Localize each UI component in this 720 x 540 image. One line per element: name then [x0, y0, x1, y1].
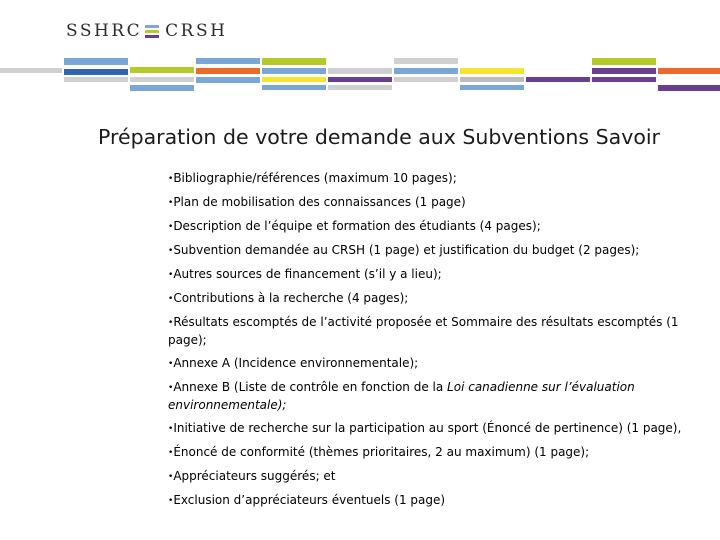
band-block: [592, 58, 656, 65]
logo-stripe: [145, 35, 159, 38]
bullet-icon: •: [168, 270, 174, 280]
list-item: [168, 379, 692, 414]
logo-right-text: CRSH: [165, 21, 228, 41]
band-block: [460, 68, 524, 74]
band-block: [394, 77, 458, 82]
band-block: [196, 58, 260, 64]
list-item: [168, 170, 692, 188]
sshrc-crsh-logo: [66, 20, 227, 42]
logo-stripe: [145, 25, 159, 28]
list-item: [168, 314, 692, 349]
list-item: [168, 355, 692, 373]
list-item-text: Exclusion d’appréciateurs éventuels (1 page): [173, 493, 446, 507]
logo-left-text: SSHRC: [66, 21, 143, 41]
list-item: [168, 492, 692, 510]
list-item-text: Plan de mobilisation des connaissances (1 page): [173, 195, 466, 209]
logo-stripes-icon: [145, 25, 159, 38]
bullet-icon: •: [168, 496, 174, 506]
list-item: [168, 468, 692, 486]
bullet-icon: •: [168, 198, 174, 208]
list-item-text: Annexe A (Incidence environnementale);: [173, 356, 419, 370]
list-item-text: Contributions à la recherche (4 pages);: [173, 291, 409, 305]
band-block: [130, 67, 194, 73]
page-title: Préparation de votre demande aux Subventions Savoir: [98, 125, 660, 149]
band-block: [526, 77, 590, 82]
band-block: [196, 77, 260, 83]
bullet-icon: •: [168, 424, 174, 434]
band-block: [328, 85, 392, 90]
list-item-text: Annexe B (Liste de contrôle en fonction de la: [173, 380, 448, 394]
band-block: [328, 77, 392, 82]
band-block: [130, 77, 194, 82]
bullet-icon: •: [168, 222, 174, 232]
list-item-text: Bibliographie/références (maximum 10 pages);: [173, 171, 457, 185]
list-item: [168, 242, 692, 260]
list-item: [168, 218, 692, 236]
bullet-icon: •: [168, 383, 174, 393]
list-item-italic-text: Loi canadienne sur l’évaluation environnementale);: [168, 380, 635, 412]
band-block: [460, 85, 524, 90]
band-block: [262, 58, 326, 65]
band-block: [0, 68, 62, 73]
band-block: [262, 85, 326, 90]
list-item: [168, 194, 692, 212]
list-item-text: Initiative de recherche sur la participation au sport (Énoncé de pertinence) (1 page),: [173, 421, 682, 435]
list-item-text: Appréciateurs suggérés; et: [173, 469, 336, 483]
band-block: [64, 58, 128, 65]
list-item: [168, 420, 692, 438]
list-item-text: Résultats escomptés de l’activité proposée et Sommaire des résultats escomptés (1 page);: [168, 315, 679, 347]
band-block: [394, 58, 458, 64]
band-block: [394, 68, 458, 74]
decorative-color-band: [0, 58, 720, 94]
list-item: [168, 266, 692, 284]
bullet-icon: •: [168, 294, 174, 304]
bullet-icon: •: [168, 359, 174, 369]
band-block: [328, 68, 392, 74]
list-item-text: Énoncé de conformité (thèmes prioritaires, 2 au maximum) (1 page);: [173, 445, 590, 459]
band-block: [196, 68, 260, 74]
requirements-list: [168, 170, 692, 510]
band-block: [130, 85, 194, 91]
bullet-icon: •: [168, 174, 174, 184]
band-block: [592, 77, 656, 82]
logo-stripe: [145, 30, 159, 33]
band-block: [262, 68, 326, 74]
bullet-icon: •: [168, 246, 174, 256]
band-block: [64, 77, 128, 82]
list-item-text: Subvention demandée au CRSH (1 page) et justification du budget (2 pages);: [173, 243, 640, 257]
bullet-icon: •: [168, 472, 174, 482]
band-block: [592, 68, 656, 74]
bullet-icon: •: [168, 318, 174, 328]
band-block: [460, 77, 524, 82]
band-block: [64, 69, 128, 75]
list-item-text: Autres sources de financement (s’il y a lieu);: [173, 267, 442, 281]
list-item: [168, 444, 692, 462]
band-block: [658, 85, 720, 91]
bullet-icon: •: [168, 448, 174, 458]
list-item-text: Description de l’équipe et formation des étudiants (4 pages);: [173, 219, 541, 233]
list-item: [168, 290, 692, 308]
band-block: [262, 77, 326, 82]
band-block: [658, 68, 720, 74]
